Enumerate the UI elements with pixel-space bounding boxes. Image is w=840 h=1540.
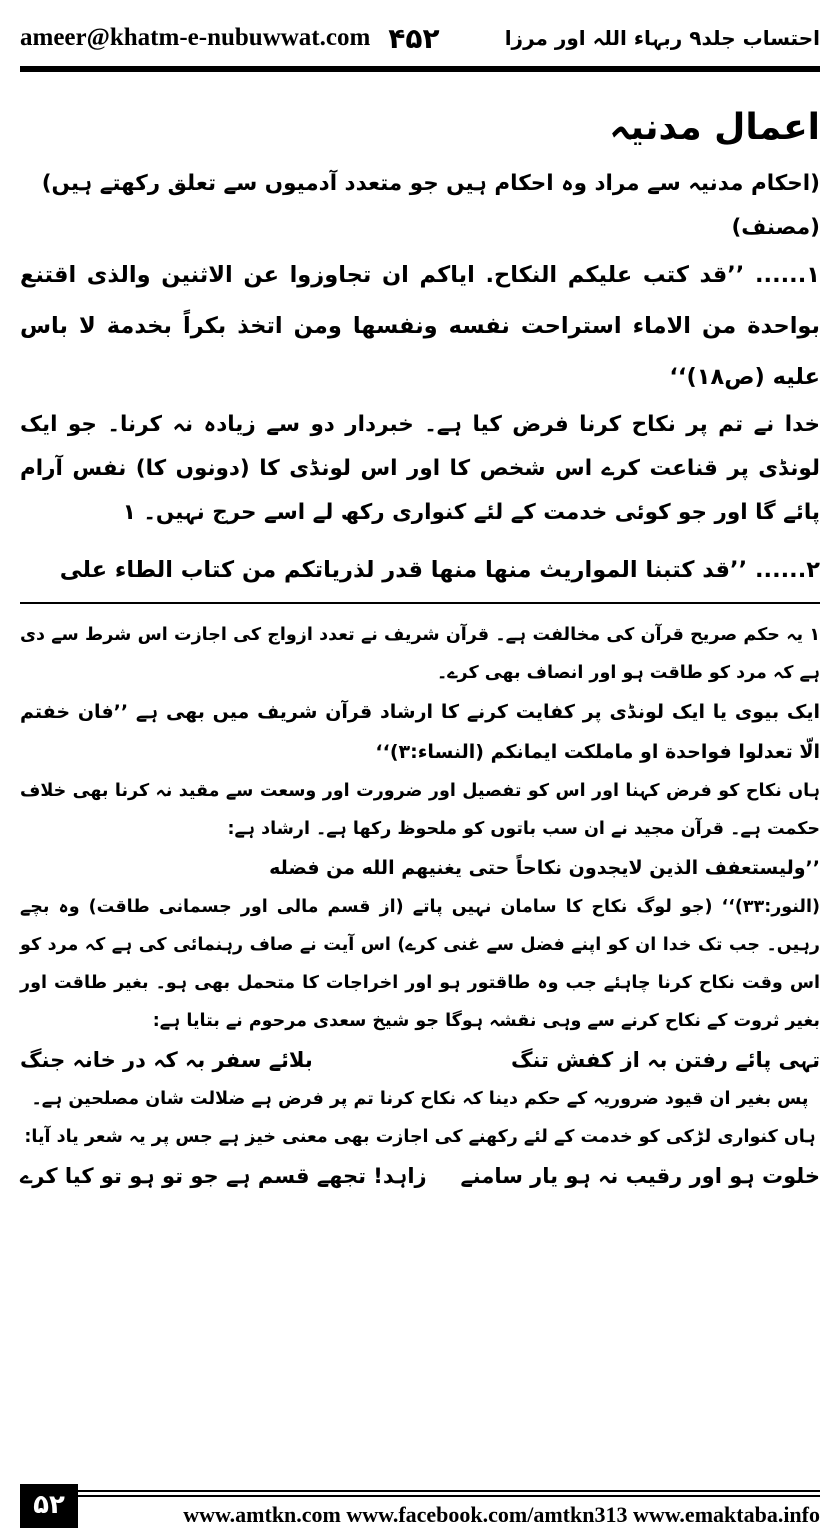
footnote-p5: پس بغیر ان قیود ضروریہ کے حکم دینا کہ نکاح کرنا تم پر فرض ہے ضلالت شان مصلحین ہے۔ xyxy=(31,1089,809,1109)
verse-2-b: زاہد! تجھے قسم ہے جو تو ہو تو کیا کرے xyxy=(20,1164,427,1188)
verse-1 xyxy=(20,1040,820,1080)
item2-arabic: ۲...... ’’قد کتبنا المواریث منها منها قدر لذریاتکم من کتاب الطاء علی xyxy=(59,557,820,583)
footnote-quran: ’’ولیستعفف الذین لایجدون نکاحاً حتی یغنیهم الله من فضله xyxy=(269,857,820,879)
page-content xyxy=(20,100,820,1196)
header-left xyxy=(20,22,440,55)
verse-2 xyxy=(20,1156,820,1196)
section-title: اعمال مدنیہ xyxy=(609,107,820,148)
footer-rule-top xyxy=(20,1490,820,1492)
footnote-separator xyxy=(20,602,820,604)
footer-page-number: ۵۲ xyxy=(20,1484,78,1528)
header-rule xyxy=(20,66,820,72)
footer-rule-bottom xyxy=(20,1495,820,1497)
item1-urdu: خدا نے تم پر نکاح کرنا فرض کیا ہے۔ خبردار دو سے زیادہ نہ کرنا۔ جو ایک لونڈی پر قناعت کرے اس شخص کا اور اس لونڈی کا (دونوں کا) نفس آرام پائے گا اور جو کوئی خدمت کے لئے کنواری رکھ لے اسے حرج نہیں۔ ۱ xyxy=(20,412,820,525)
footnote-p6: ہاں کنواری لڑکی کو خدمت کے لئے رکھنے کی اجازت بھی معنی خیز ہے جس پر یہ شعر یاد آیا: xyxy=(24,1127,816,1147)
verse-1-b: بلائے سفر بہ کہ در خانہ جنگ xyxy=(20,1048,313,1072)
item1-arabic: ۱...... ’’قد کتب علیکم النکاح. ایاکم ان تجاوزوا عن الاثنین والذی اقتنع بواحدة من الاماء استراحت نفسه ونفسها ومن اتخذ بکراً بخدمة لا باس علیه (ص۱۸)‘‘ xyxy=(20,262,820,390)
footnote-p2: ایک بیوی یا ایک لونڈی پر کفایت کرنے کا ارشاد قرآن شریف میں بھی ہے ’’فان خفتم الّا تعدلوا فواحدة او ماملکت ایمانکم (النساء:۳)‘‘ xyxy=(20,701,820,763)
section-subtitle: (احکام مدنیہ سے مراد وہ احکام ہیں جو متعدد آدمیوں سے تعلق رکھتے ہیں)(مصنف) xyxy=(41,171,820,240)
footer-links[interactable]: www.amtkn.com www.facebook.com/amtkn313 www.emaktaba.info xyxy=(183,1502,820,1527)
footnote-p3: ہاں نکاح کو فرض کہنا اور اس کو تفصیل اور ضرورت اور وسعت سے مقید نہ کرنا بھی خلاف حکمت ہے۔ قرآن مجید نے ان سب باتوں کو ملحوظ رکھا ہے۔ ارشاد ہے: xyxy=(20,781,820,839)
footnote-p1: ۱ یہ حکم صریح قرآن کی مخالفت ہے۔ قرآن شریف نے تعدد ازواج کی اجازت اس شرط سے دی ہے کہ مرد کو طاقت ہو اور انصاف بھی کرے۔ xyxy=(20,625,820,683)
verse-2-a: خلوت ہو اور رقیب نہ ہو یار سامنے xyxy=(460,1164,820,1188)
verse-1-a: تہی پائے رفتن بہ از کفش تنگ xyxy=(510,1048,820,1072)
header-book-title: احتساب جلد۹ ربہاء اللہ اور مرزا xyxy=(504,26,820,50)
footnote-p4: (النور:۳۳)‘‘ (جو لوگ نکاح کا سامان نہیں پاتے (از قسم مالی اور جسمانی طاقت) وہ بچے رہیں۔ جب تک خدا ان کو اپنے فضل سے غنی کرے) اس آیت نے صاف رہنمائی کی ہے کہ مرد کو اس وقت نکاح کرنا چاہئے جب وہ طاقتور ہو اور اخراجات کا متحمل بھی ہو۔ بغیر طاقت اور بغیر ثروت کے نکاح کرنے سے وہی نقشہ ہوگا جو شیخ سعدی مرحوم نے بتایا ہے: xyxy=(20,897,820,1031)
header-page-number: ۴۵۲ xyxy=(388,21,440,55)
page-header xyxy=(20,18,820,58)
header-email[interactable]: ameer@khatm-e-nubuwwat.com xyxy=(20,24,371,51)
